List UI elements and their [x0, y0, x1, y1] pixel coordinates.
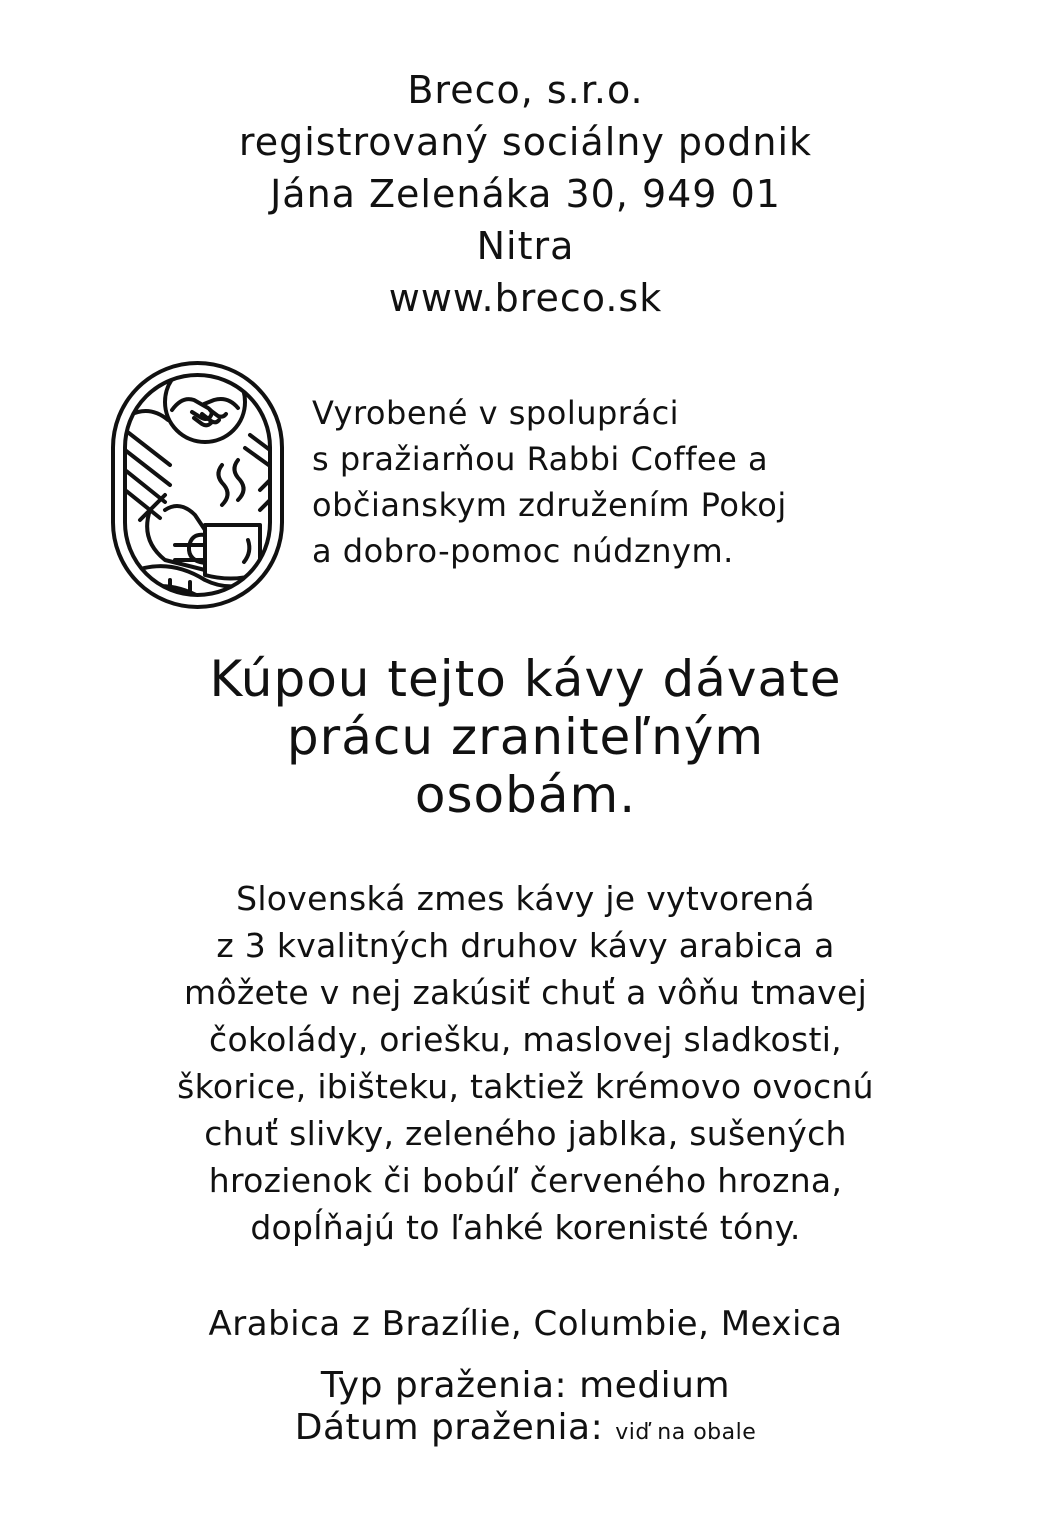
description-line: dopĺňajú to ľahké korenisté tóny.: [250, 1208, 801, 1247]
blend-description: [0, 875, 1051, 1251]
description-line: čokolády, oriešku, maslovej sladkosti,: [209, 1020, 842, 1059]
company-street: Jána Zelenáka 30, 949 01: [270, 172, 781, 216]
roast-type: Typ praženia: medium: [320, 1365, 731, 1406]
headline-line: prácu zraniteľným: [286, 708, 765, 766]
coffee-origin: Arabica z Brazílie, Columbie, Mexica: [208, 1304, 843, 1344]
headline: [0, 650, 1051, 824]
cooperation-line: občianskym združením Pokoj: [312, 486, 787, 524]
description-line: Slovenská zmes kávy je vytvorená: [236, 879, 815, 918]
cooperation-line: a dobro-pomoc núdznym.: [312, 532, 734, 570]
cooperation-line: s pražiarňou Rabbi Coffee a: [312, 440, 769, 478]
company-website: www.breco.sk: [388, 276, 663, 320]
roast-date-label: Dátum praženia:: [294, 1407, 604, 1448]
company-name: Breco, s.r.o.: [407, 68, 644, 112]
hands-coffee-logo-icon: [110, 360, 285, 610]
headline-line: Kúpou tejto kávy dávate: [209, 650, 842, 708]
roast-date: [0, 1407, 1051, 1454]
cooperation-section: [110, 360, 950, 610]
cooperation-text: [312, 390, 952, 574]
description-line: hrozienok či bobúľ červeného hrozna,: [208, 1161, 843, 1200]
company-type: registrovaný sociálny podnik: [238, 120, 813, 164]
company-address: [0, 64, 1051, 324]
description-line: z 3 kvalitných druhov kávy arabica a: [216, 926, 835, 965]
roast-info: [0, 1365, 1051, 1454]
headline-line: osobám.: [414, 766, 637, 824]
description-line: môžete v nej zakúsiť chuť a vôňu tmavej: [183, 973, 868, 1012]
description-line: chuť slivky, zeleného jablka, sušených: [204, 1114, 847, 1153]
company-city: Nitra: [476, 224, 575, 268]
cooperation-line: Vyrobené v spolupráci: [312, 394, 680, 432]
description-line: škorice, ibišteku, taktiež krémovo ovocnú: [177, 1067, 874, 1106]
roast-date-value: viď na obale: [615, 1420, 757, 1445]
